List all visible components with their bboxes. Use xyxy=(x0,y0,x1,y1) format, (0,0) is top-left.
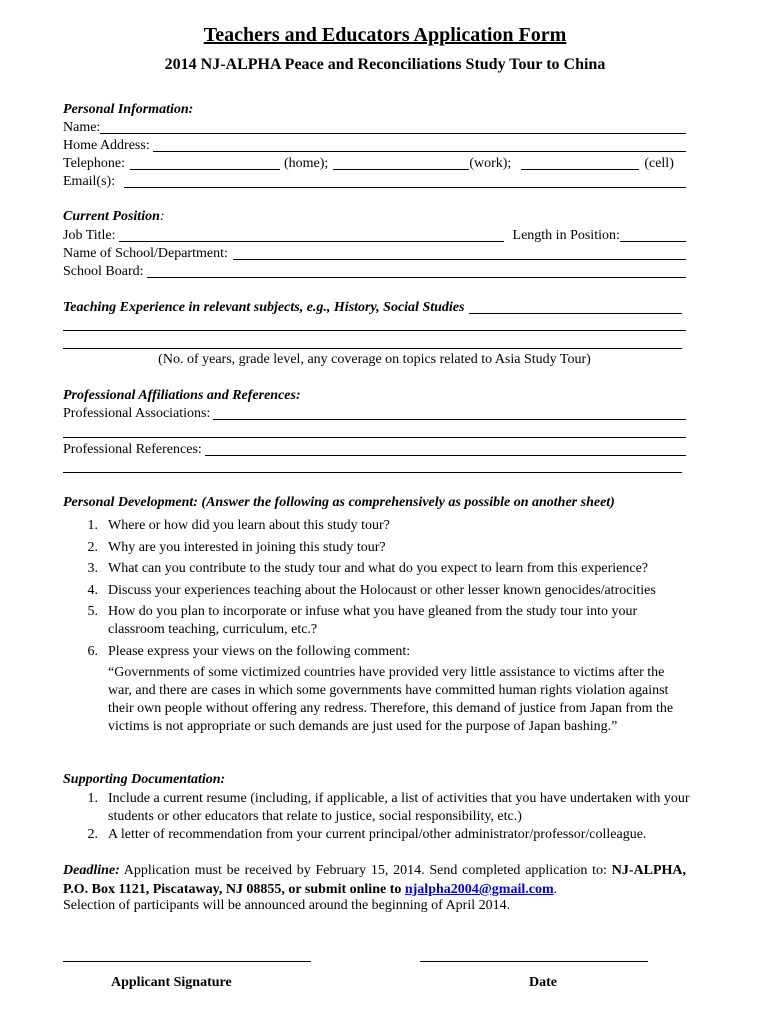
address-row xyxy=(63,137,686,155)
references-field-1[interactable] xyxy=(205,442,686,456)
form-subtitle: 2014 NJ-ALPHA Peace and Reconciliations Study Tour to China xyxy=(164,56,606,73)
cell-label: (cell) xyxy=(644,156,674,171)
teaching-row xyxy=(63,299,686,317)
associations-field-1[interactable] xyxy=(213,406,686,420)
length-field[interactable] xyxy=(620,228,686,242)
school-board-field[interactable] xyxy=(147,264,687,278)
name-label: Name: xyxy=(63,120,101,135)
item-number: 2. xyxy=(87,827,98,842)
cell-phone-field[interactable] xyxy=(521,156,639,170)
school-dept-row xyxy=(63,245,686,263)
school-board-row xyxy=(63,263,686,281)
length-label: Length in Position: xyxy=(512,228,620,243)
item-number: 2. xyxy=(87,540,98,555)
affiliations-heading: Professional Affiliations and References: xyxy=(63,388,301,403)
associations-field-2[interactable] xyxy=(63,437,686,438)
item-text: Please express your views on the following comment: xyxy=(108,644,411,659)
deadline-period: . xyxy=(553,882,558,897)
telephone-row xyxy=(63,155,686,173)
home-address-field[interactable] xyxy=(153,138,686,152)
item-number: 3. xyxy=(87,561,98,576)
email-label: Email(s): xyxy=(63,174,116,189)
form-title: Teachers and Educators Application Form xyxy=(203,24,567,46)
applicant-signature-label: Applicant Signature xyxy=(111,975,232,990)
references-field-2[interactable] xyxy=(63,472,682,473)
teaching-field-1[interactable] xyxy=(469,300,682,314)
development-quote: “Governments of some victimized countries have provided very little assistance to victims after the war, and there are cases in which some governments have committed human rights violation against their own people without offering any redress. Therefore, this demand of justice from Japan from the victims is not appropriate or such demands are just used for the purpose of Japan bashing.” xyxy=(108,665,674,734)
school-dept-field[interactable] xyxy=(233,246,686,260)
mailing-address: NJ-ALPHA, P.O. Box 1121, Piscataway, NJ 08855, or submit online to xyxy=(63,863,686,897)
references-row xyxy=(63,441,686,459)
email-field[interactable] xyxy=(124,174,686,188)
item-text: Where or how did you learn about this study tour? xyxy=(108,518,390,533)
item-text: What can you contribute to the study tour and what do you expect to learn from this experience? xyxy=(108,561,648,576)
development-heading-row xyxy=(63,495,615,511)
deadline-text: Application must be received by February 15, 2014. Send completed application to: xyxy=(119,863,612,878)
school-board-label: School Board: xyxy=(63,264,144,279)
supporting-heading: Supporting Documentation: xyxy=(63,772,226,787)
item-number: 4. xyxy=(87,583,98,598)
development-instruction: (Answer the following as comprehensively as possible on another sheet) xyxy=(201,495,615,510)
teaching-note: (No. of years, grade level, any coverage on topics related to Asia Study Tour) xyxy=(158,352,591,367)
address-label: Home Address: xyxy=(63,138,150,153)
job-title-label: Job Title: xyxy=(63,228,116,243)
teaching-field-2[interactable] xyxy=(63,330,686,331)
email-link[interactable]: njalpha2004@gmail.com xyxy=(404,882,554,897)
item-number: 6. xyxy=(87,644,98,659)
teaching-field-3[interactable] xyxy=(63,348,682,349)
work-phone-field[interactable] xyxy=(333,156,469,170)
item-number: 5. xyxy=(87,604,98,619)
position-heading-text: Current Position xyxy=(63,209,160,224)
item-text: Discuss your experiences teaching about the Holocaust or other lesser known genocides/atrocities xyxy=(108,583,656,598)
associations-row xyxy=(63,405,686,423)
school-dept-label: Name of School/Department: xyxy=(63,246,228,261)
applicant-signature-line[interactable] xyxy=(63,961,311,962)
item-text: Include a current resume (including, if applicable, a list of activities that you have undertaken with your students or other educators that relate to justice, social responsibility, etc.) xyxy=(108,791,690,824)
item-text: Why are you interested in joining this study tour? xyxy=(108,540,386,555)
item-text: A letter of recommendation from your current principal/other administrator/professor/colleague. xyxy=(108,827,647,842)
position-heading xyxy=(63,209,165,225)
teaching-heading: Teaching Experience in relevant subjects, e.g., History, Social Studies xyxy=(63,300,465,315)
deadline-label: Deadline: xyxy=(63,863,120,878)
personal-info-heading: Personal Information: xyxy=(63,102,194,117)
name-row xyxy=(63,119,686,137)
associations-label: Professional Associations: xyxy=(63,406,211,421)
job-title-row xyxy=(63,227,686,245)
name-field[interactable] xyxy=(100,120,686,134)
work-label: (work); xyxy=(469,156,512,171)
date-label: Date xyxy=(529,975,557,990)
telephone-label: Telephone: xyxy=(63,156,125,171)
development-heading: Personal Development: xyxy=(63,495,198,510)
date-line[interactable] xyxy=(420,961,648,962)
references-label: Professional References: xyxy=(63,442,202,457)
item-text: How do you plan to incorporate or infuse what you have gleaned from the study tour into your classroom teaching, curriculum, etc.? xyxy=(108,604,638,637)
item-number: 1. xyxy=(87,518,98,533)
position-heading-colon: : xyxy=(159,209,165,224)
selection-note: Selection of participants will be announced around the beginning of April 2014. xyxy=(63,898,511,913)
deadline-paragraph xyxy=(63,861,686,899)
item-number: 1. xyxy=(87,791,98,806)
home-phone-field[interactable] xyxy=(130,156,280,170)
email-row xyxy=(63,173,686,191)
job-title-field[interactable] xyxy=(119,228,504,242)
home-label: (home); xyxy=(284,156,329,171)
